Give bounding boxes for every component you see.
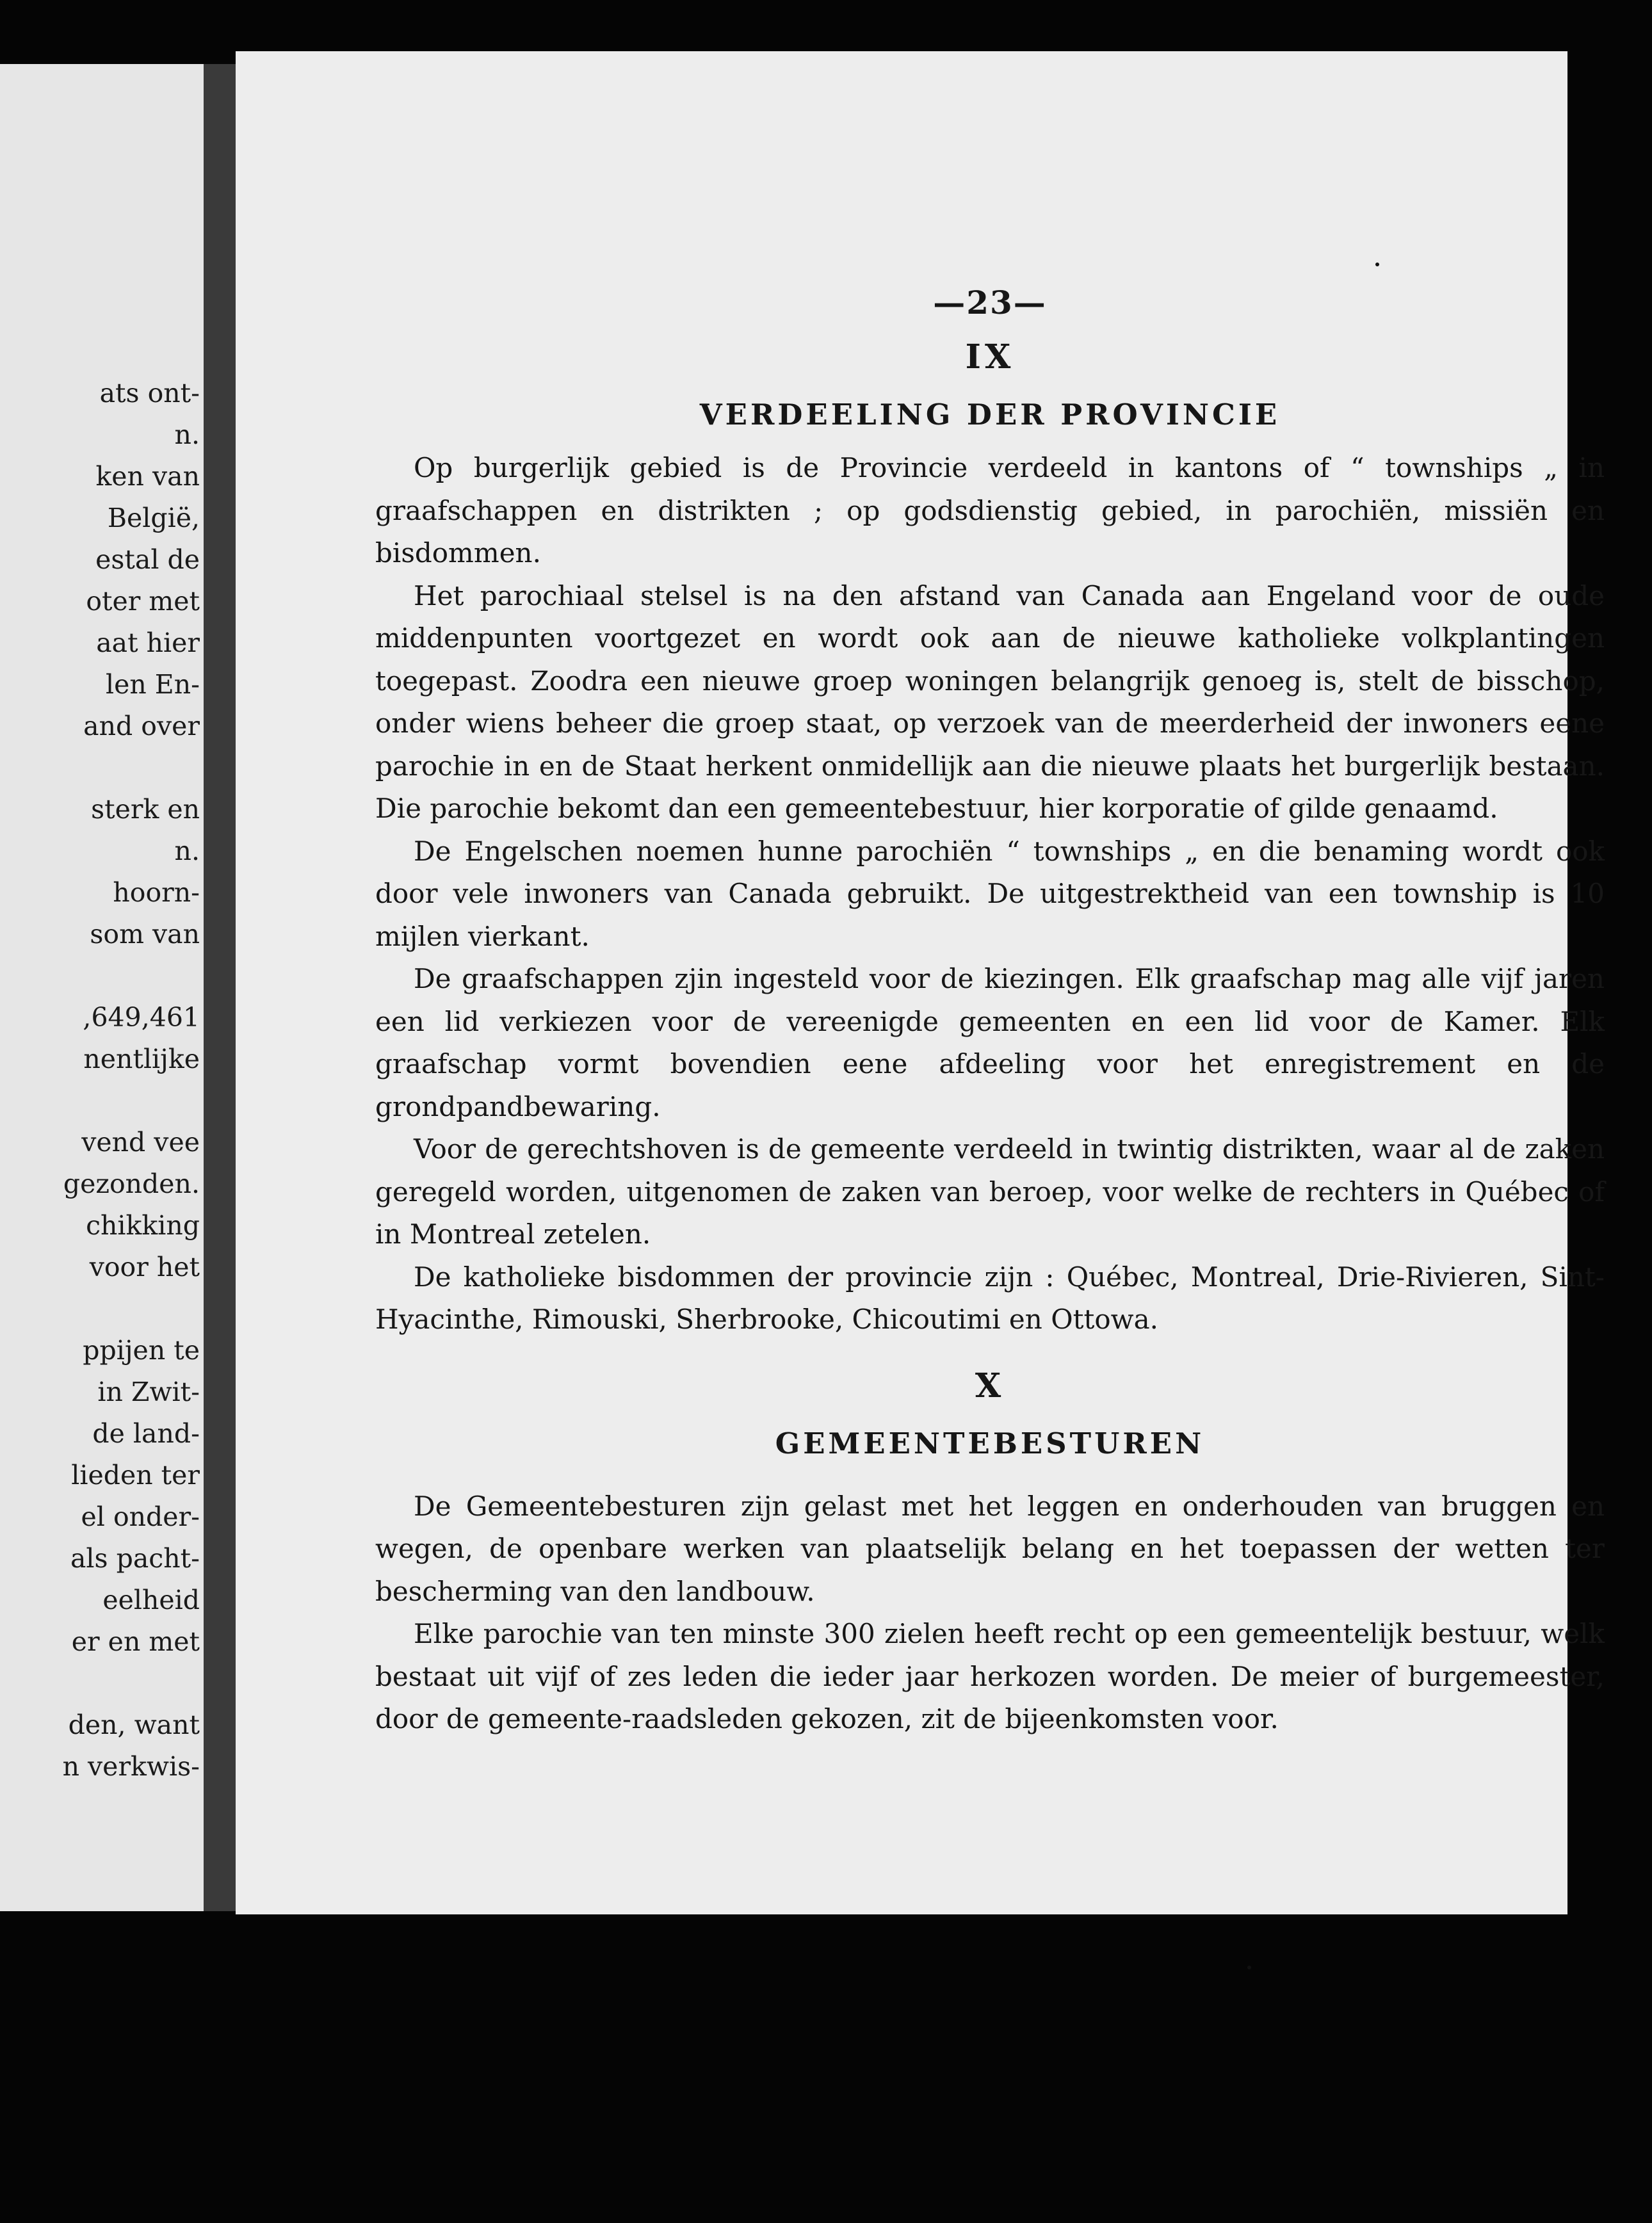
left-page-line: len En-: [105, 669, 200, 700]
left-page-line: estal de: [95, 544, 200, 575]
left-page-line: als pacht-: [70, 1543, 200, 1574]
section-ix-paragraph: Op burgerlijk gebied is de Provincie verdeeld in kantons of “ townships „ in graafschappen en distrikten ; op godsdienstig gebied, in parochiën, missiën en bisdommen.: [375, 452, 1605, 569]
page-number: —23—: [933, 284, 1047, 321]
left-page-fragment: [0, 64, 204, 1911]
section-ix-paragraph: Voor de gerechtshoven is de gemeente verdeeld in twintig distrikten, waar al de zaken geregeld worden, uitgenomen de zaken van beroep, voor welke de rechters in Québec of in Montreal zetelen.: [375, 1133, 1605, 1250]
section-x-numeral: X: [975, 1366, 1005, 1405]
section-x-paragraph: Elke parochie van ten minste 300 zielen heeft recht op een gemeentelijk bestuur, welk bestaat uit vijf of zes leden die ieder jaar herkozen worden. De meier of burgemeester, door de gemeente-raadsleden gekozen, zit de bijeenkomsten voor.: [375, 1618, 1605, 1734]
left-page-line: hoorn-: [113, 877, 200, 908]
left-page-line: eelheid: [102, 1585, 200, 1615]
left-page-line: n.: [174, 419, 200, 450]
left-page-line: som van: [90, 919, 200, 950]
section-ix-numeral: IX: [965, 337, 1015, 376]
left-page-line: in Zwit-: [97, 1377, 200, 1407]
section-ix-paragraph: De katholieke bisdommen der provincie zijn : Québec, Montreal, Drie-Rivieren, Sint-Hyacinthe, Rimouski, Sherbrooke, Chicoutimi en Ottowa.: [375, 1261, 1605, 1335]
right-page: [236, 51, 1605, 1914]
left-page-line: de land-: [92, 1418, 200, 1449]
left-page-line: den, want: [68, 1710, 200, 1740]
left-page-line: België,: [107, 503, 200, 533]
left-page-line: and over: [83, 711, 200, 741]
left-page-line: lieden ter: [71, 1460, 200, 1491]
left-page-line: er en met: [71, 1626, 200, 1657]
section-ix-title: VERDEELING DER PROVINCIE: [699, 398, 1281, 432]
ink-speck: [1247, 1966, 1251, 1969]
left-page-line: ken van: [95, 461, 200, 492]
left-page-line: ats ont-: [99, 378, 200, 408]
left-page-line: n.: [174, 836, 200, 866]
book-spine: [204, 64, 236, 1911]
page-content: [375, 274, 1605, 1741]
section-ix-paragraph: De graafschappen zjin ingesteld voor de kiezingen. Elk graafschap mag alle vijf jaren een lid verkiezen voor de vereenigde gemeenten en een lid voor de Kamer. Elk graafschap vormt bovendien eene afdeeling voor het enregistrement en de grondpandbewaring.: [375, 963, 1605, 1122]
left-page-line: el onder-: [81, 1501, 200, 1532]
left-page-line: oter met: [86, 586, 200, 617]
ink-speck: [1375, 263, 1379, 266]
left-page-line: nentlijke: [83, 1044, 200, 1074]
left-page-line: chikking: [86, 1210, 200, 1241]
section-x-title: GEMEENTEBESTUREN: [775, 1426, 1205, 1460]
left-page-line: vend vee: [81, 1127, 200, 1158]
section-x-paragraph: De Gemeentebesturen zijn gelast met het leggen en onderhouden van bruggen en wegen, de openbare werken van plaatselijk belang en het toepassen der wetten ter bescherming van den landbouw.: [375, 1490, 1605, 1607]
left-page-line: aat hier: [96, 627, 200, 658]
section-ix-paragraph: De Engelschen noemen hunne parochiën “ townships „ en die benaming wordt ook door vele inwoners van Canada gebruikt. De uitgestrektheid van een township is 10 mijlen vierkant.: [375, 835, 1605, 952]
left-page-line: gezonden.: [63, 1168, 200, 1199]
left-page-line: voor het: [89, 1252, 200, 1282]
left-page-line: ,649,461: [83, 1002, 200, 1033]
left-page-line: ppijen te: [83, 1335, 200, 1366]
left-page-line: n verkwis-: [62, 1751, 200, 1782]
section-ix-paragraph: Het parochiaal stelsel is na den afstand van Canada aan Engeland voor de oude middenpunten voortgezet en wordt ook aan de nieuwe katholieke volkplantingen toegepast. Zoodra een nieuwe groep woningen belangrijk genoeg is, stelt de bisschop, onder wiens beheer die groep staat, op verzoek van de meerderheid der inwoners eene parochie in en de Staat herkent onmidellijk aan die nieuwe plaats het burgerlijk bestaan. Die parochie bekomt dan een gemeentebestuur, hier korporatie of gilde genaamd.: [375, 579, 1605, 824]
left-page-line: sterk en: [91, 794, 200, 825]
